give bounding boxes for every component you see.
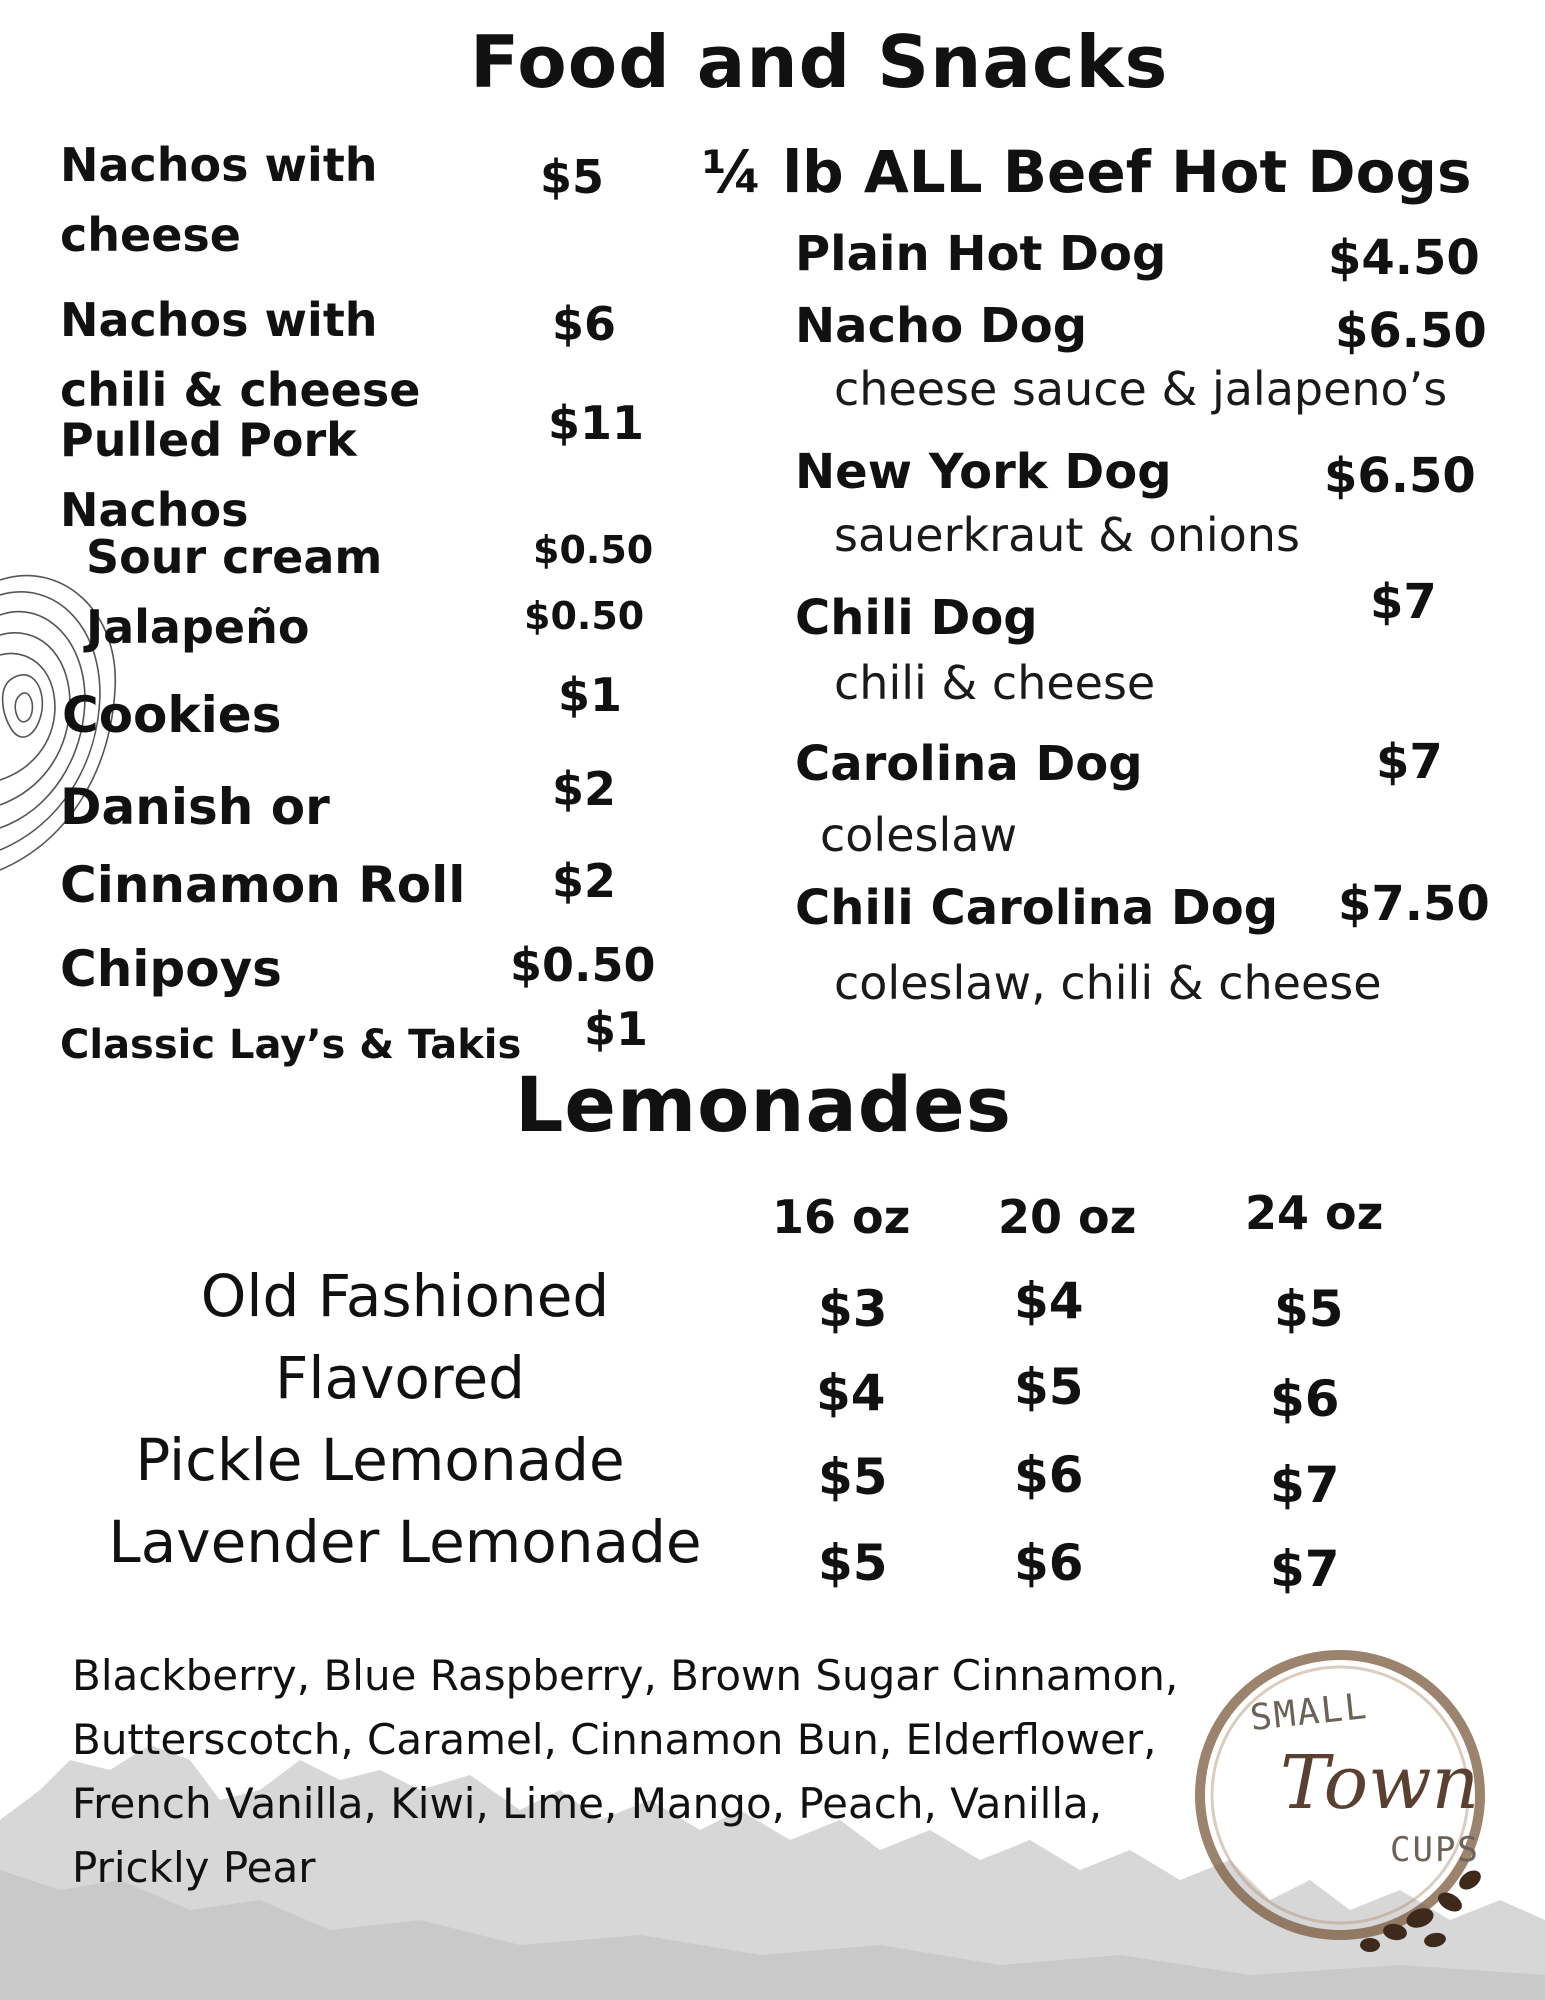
logo-text-cups: CUPS bbox=[1390, 1830, 1480, 1870]
food-item-price: $11 bbox=[548, 396, 645, 450]
hotdog-item-name: Nacho Dog bbox=[795, 298, 1088, 354]
food-item-price: $2 bbox=[552, 854, 617, 908]
lemonade-price: $5 bbox=[818, 1534, 888, 1592]
food-item-price: $6 bbox=[552, 297, 617, 351]
lemonade-price: $6 bbox=[1014, 1446, 1084, 1504]
lemonade-price: $5 bbox=[1274, 1280, 1344, 1338]
lemonade-price: $6 bbox=[1014, 1534, 1084, 1592]
food-item-price: $1 bbox=[558, 668, 623, 722]
lemonade-price: $4 bbox=[816, 1364, 886, 1422]
hotdog-item-description: sauerkraut & onions bbox=[834, 508, 1300, 562]
hotdog-item-description: coleslaw, chili & cheese bbox=[834, 956, 1382, 1010]
lemonade-price: $7 bbox=[1270, 1456, 1340, 1514]
hotdog-item-price: $7.50 bbox=[1338, 876, 1490, 932]
hotdog-item-price: $6.50 bbox=[1324, 448, 1476, 504]
hotdog-item-name: Carolina Dog bbox=[795, 736, 1143, 792]
logo-text-small: SMALL bbox=[1248, 1685, 1371, 1740]
lemonade-name: Flavored bbox=[275, 1344, 525, 1412]
food-item-name: Jalapeño bbox=[86, 600, 310, 654]
lemonade-name: Old Fashioned bbox=[200, 1262, 610, 1330]
food-item-price: $0.50 bbox=[533, 528, 654, 572]
lemonades-section-title: Lemonades bbox=[515, 1060, 1012, 1149]
hotdog-item-price: $7 bbox=[1370, 574, 1437, 630]
food-item-price: $0.50 bbox=[524, 594, 645, 638]
lemonade-price: $7 bbox=[1270, 1540, 1340, 1598]
food-item-name: Pulled Pork Nachos bbox=[60, 413, 357, 537]
lemonade-name: Lavender Lemonade bbox=[108, 1508, 702, 1576]
lemonade-size-header: 24 oz bbox=[1245, 1186, 1384, 1240]
hotdog-item-price: $7 bbox=[1376, 734, 1443, 790]
food-item-price: $5 bbox=[540, 150, 605, 204]
lemonade-price: $6 bbox=[1270, 1370, 1340, 1428]
hotdog-item-description: coleslaw bbox=[820, 808, 1018, 862]
lemonade-size-header: 16 oz bbox=[772, 1190, 911, 1244]
lemonade-flavor-list: Blackberry, Blue Raspberry, Brown Sugar Cinnamon, Butterscotch, Caramel, Cinnamon Bun, Elderflower, French Vanilla, Kiwi, Lime, Mango, Peach, Vanilla, Prickly Pear bbox=[72, 1651, 1179, 1892]
hotdog-item-description: cheese sauce & jalapeno’s bbox=[834, 362, 1448, 416]
food-item-price: $1 bbox=[584, 1002, 649, 1056]
lemonade-price: $5 bbox=[1014, 1358, 1084, 1416]
hotdog-item-name: Chili Dog bbox=[795, 590, 1038, 646]
food-item-name: Classic Lay’s & Takis bbox=[60, 1022, 522, 1068]
food-item-price: $2 bbox=[552, 762, 617, 816]
hotdog-section-title: ¼ lb ALL Beef Hot Dogs bbox=[702, 138, 1472, 206]
food-item-name: Cookies bbox=[62, 686, 282, 744]
food-item-name: Danish or bbox=[60, 778, 330, 836]
small-town-cups-logo bbox=[1180, 1640, 1510, 1960]
food-item-name: Cinnamon Roll bbox=[60, 856, 466, 914]
hotdog-item-price: $6.50 bbox=[1335, 303, 1487, 359]
food-section-title: Food and Snacks bbox=[470, 20, 1169, 104]
food-item-name: Sour cream bbox=[86, 530, 383, 584]
food-item-name: Chipoys bbox=[60, 940, 282, 998]
food-item-price: $0.50 bbox=[510, 938, 656, 992]
food-item-name: Nachos with chili & cheese bbox=[60, 293, 421, 417]
hotdog-item-description: chili & cheese bbox=[834, 656, 1156, 710]
hotdog-item-name: Plain Hot Dog bbox=[795, 226, 1167, 282]
hotdog-item-price: $4.50 bbox=[1328, 230, 1480, 286]
hotdog-item-name: New York Dog bbox=[795, 444, 1172, 500]
lemonade-price: $3 bbox=[818, 1280, 888, 1338]
lemonade-price: $5 bbox=[818, 1448, 888, 1506]
lemonade-price: $4 bbox=[1014, 1272, 1084, 1330]
lemonade-size-header: 20 oz bbox=[998, 1190, 1137, 1244]
logo-text-town: Town bbox=[1280, 1740, 1480, 1826]
lemonade-name: Pickle Lemonade bbox=[135, 1426, 625, 1494]
food-item-name: Nachos with cheese bbox=[60, 138, 378, 262]
hotdog-item-name: Chili Carolina Dog bbox=[795, 880, 1279, 936]
